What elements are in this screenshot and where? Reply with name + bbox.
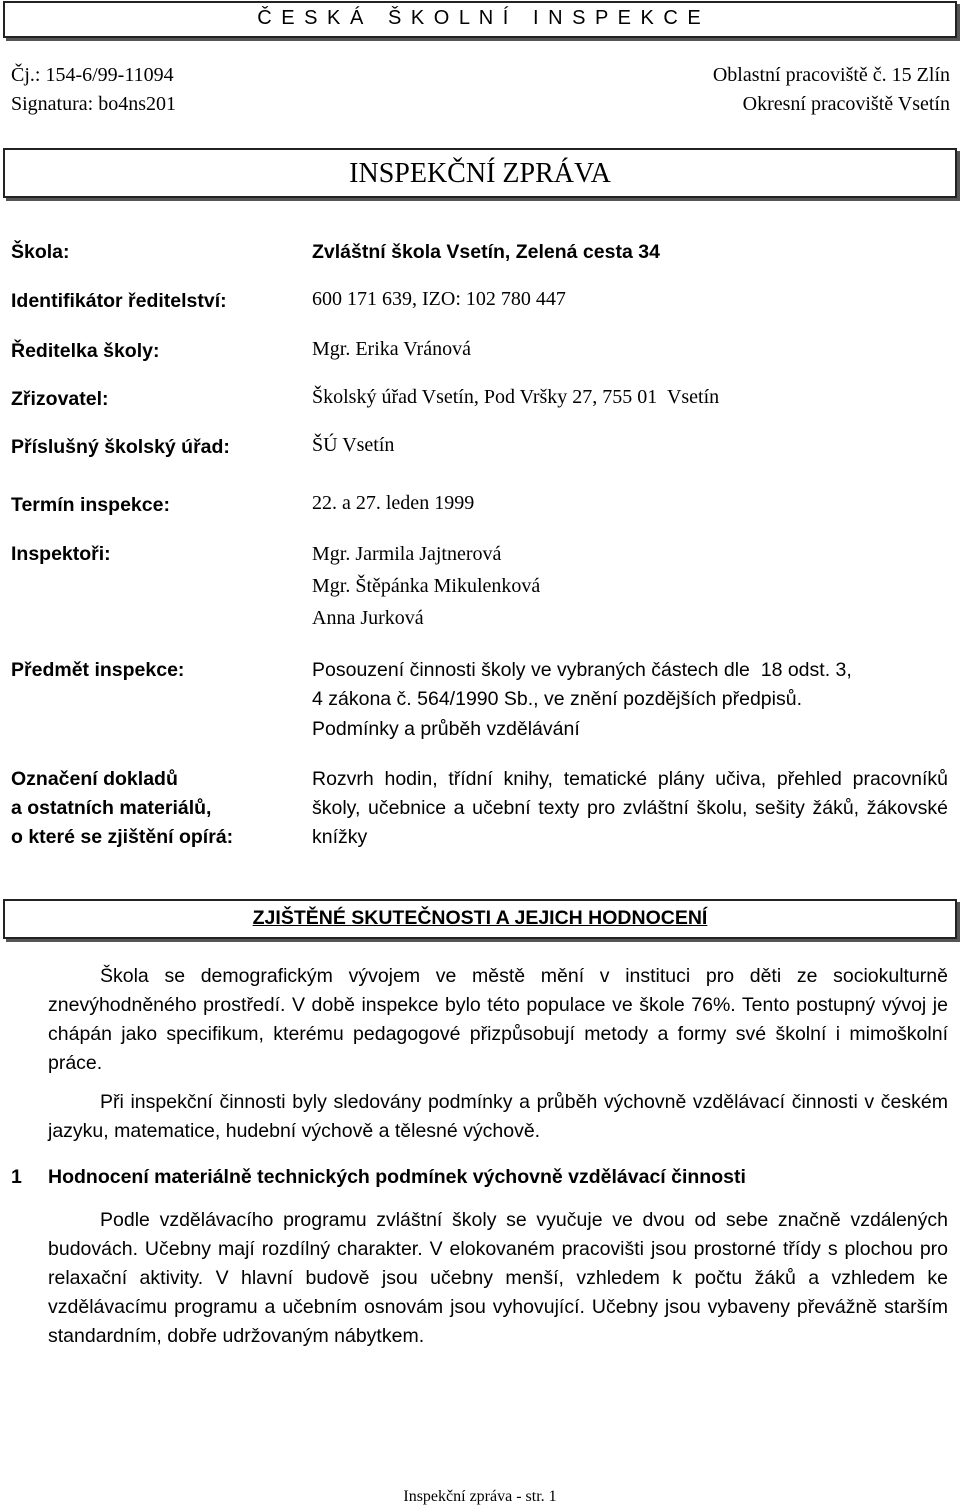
documents-label-3: o které se zjištění opírá: (11, 826, 234, 848)
school-office-value: ŠÚ Vsetín (312, 434, 395, 456)
inspector-3: Anna Jurková (312, 607, 424, 629)
documents-label-1: Označení dokladů (11, 768, 178, 790)
signatura: Signatura: bo4ns201 (11, 93, 176, 115)
findings-paragraph-1: Škola se demografickým vývojem ve městě mění v instituci pro děti ze sociokulturně znevýhodněného prostředí. V době inspekce bylo této populace ve škole 76%. Tento postupný vývoj je chápán jako specifikum, kterému pedagogové přizpůsobují metody a formy své školní i mimoškolní práce. (48, 965, 948, 1074)
inspector-1: Mgr. Jarmila Jajtnerová (312, 543, 502, 565)
inspector-2: Mgr. Štěpánka Mikulenková (312, 575, 541, 597)
subject-line-1: Posouzení činnosti školy ve vybraných částech dle 18 odst. 3, (312, 659, 852, 681)
inspectors-label: Inspektoři: (11, 543, 111, 565)
school-office-label: Příslušný školský úřad: (11, 436, 230, 458)
inspection-date-label: Termín inspekce: (11, 494, 170, 516)
documents-value: Rozvrh hodin, třídní knihy, tematické plány učiva, přehled pracovníků školy, učebnice a učební texty pro zvláštní školu, sešity žáků, žákovské knížky (312, 768, 948, 848)
cj-number: Čj.: 154-6/99-11094 (11, 64, 174, 86)
school-label: Škola: (11, 241, 70, 263)
director-value: Mgr. Erika Vránová (312, 338, 471, 360)
findings-heading-box (3, 899, 957, 939)
director-label: Ředitelka školy: (11, 340, 160, 362)
identifier-label: Identifikátor ředitelství: (11, 290, 227, 312)
subject-label: Předmět inspekce: (11, 659, 185, 681)
page-footer: Inspekční zpráva - str. 1 (403, 1488, 557, 1505)
inspection-date-value: 22. a 27. leden 1999 (312, 492, 475, 514)
founder-label: Zřizovatel: (11, 388, 109, 410)
section-number: 1 (11, 1166, 22, 1188)
header-banner (3, 1, 957, 38)
identifier-value: 600 171 639, IZO: 102 780 447 (312, 288, 566, 310)
documents-label-2: a ostatních materiálů, (11, 797, 212, 819)
regional-office: Oblastní pracoviště č. 15 Zlín (712, 64, 950, 86)
subject-line-2: 4 zákona č. 564/1990 Sb., ve znění pozdějších předpisů. (312, 688, 802, 710)
findings-heading: ZJIŠTĚNÉ SKUTEČNOSTI A JEJICH HODNOCENÍ (252, 907, 708, 929)
findings-paragraph-3: Podle vzdělávacího programu zvláštní školy se vyučuje ve dvou od sebe značně vzdálených budovách. Učebny mají rozdílný charakter. V elokovaném pracovišti jsou prostorné třídy s plochou pro relaxační aktivity. V hlavní budově jsou učebny menší, vzhledem k počtu žáků a vzhledem ke vzdělávacímu programu a učebním osnovám jsou vyhovující. Učebny jsou vybaveny převážně starším standardním, dobře udržovaným nábytkem. (48, 1209, 948, 1347)
header-title: Č E S K Á Š K O L N Í I N S P E K C E (257, 7, 703, 29)
report-title-box (3, 148, 957, 198)
district-office: Okresní pracoviště Vsetín (742, 93, 950, 115)
subject-line-3: Podmínky a průběh vzdělávání (312, 718, 580, 740)
section-title: Hodnocení materiálně technických podmínek výchovně vzdělávací činnosti (48, 1166, 746, 1188)
school-value: Zvláštní škola Vsetín, Zelená cesta 34 (312, 241, 660, 263)
findings-paragraph-2: Při inspekční činnosti byly sledovány podmínky a průběh výchovně vzdělávací činnosti v českém jazyku, matematice, hudební výchově a tělesné výchově. (48, 1091, 948, 1142)
report-title: INSPEKČNÍ ZPRÁVA (349, 158, 611, 189)
founder-value: Školský úřad Vsetín, Pod Vršky 27, 755 01 Vsetín (312, 386, 720, 408)
